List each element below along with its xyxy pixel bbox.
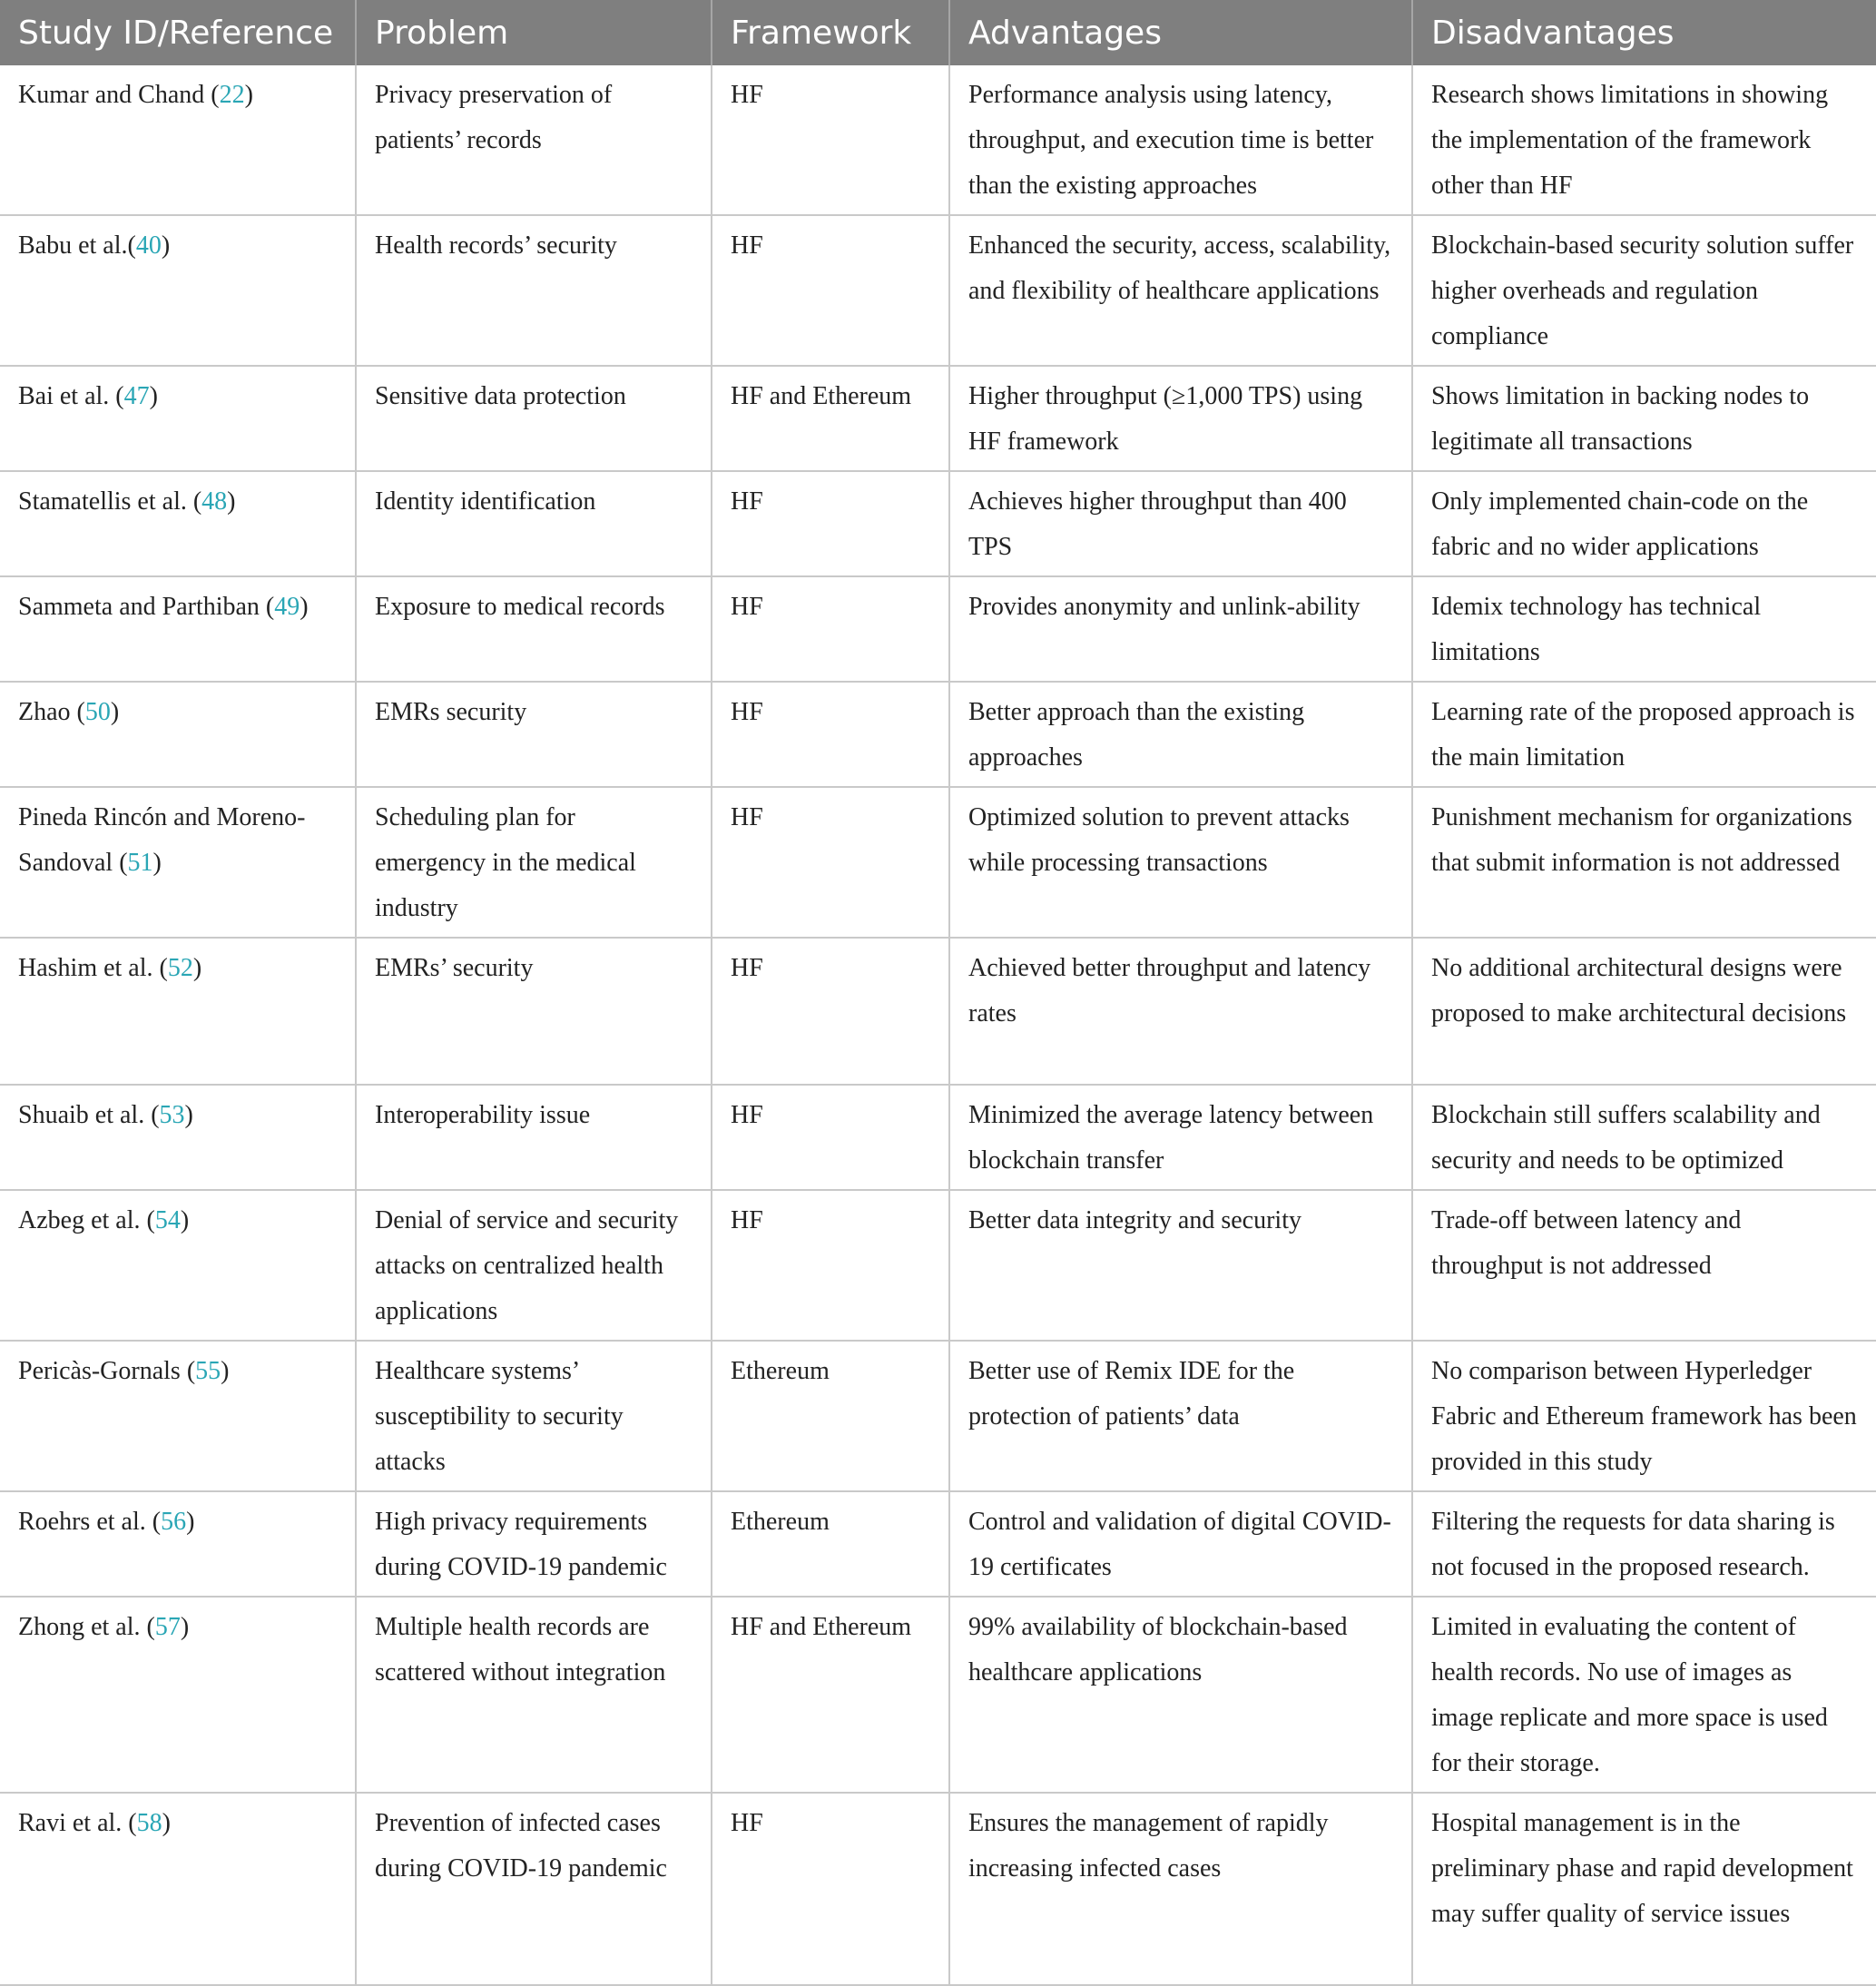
table-row <box>0 1793 1876 1985</box>
reference-link[interactable]: 54 <box>154 1206 181 1234</box>
study-cell <box>0 471 356 576</box>
reference-link[interactable]: 51 <box>127 849 153 877</box>
framework-cell: HF and Ethereum <box>712 366 949 471</box>
disadvantages-cell: Blockchain still suffers scalability and security and needs to be optimized <box>1412 1085 1876 1190</box>
header-problem: Problem <box>356 0 712 65</box>
advantages-cell: Achieves higher throughput than 400 TPS <box>949 471 1412 576</box>
problem-cell: Healthcare systems’ susceptibility to security attacks <box>356 1341 712 1491</box>
study-close: ) <box>227 487 236 516</box>
study-cell <box>0 1793 356 1985</box>
framework-cell: HF <box>712 576 949 682</box>
advantages-cell: Ensures the management of rapidly increasing infected cases <box>949 1793 1412 1985</box>
framework-cell: HF <box>712 471 949 576</box>
study-name: Hashim et al. ( <box>18 954 168 982</box>
study-close: ) <box>180 1206 190 1234</box>
disadvantages-cell: No comparison between Hyperledger Fabric and Ethereum framework has been provided in this study <box>1412 1341 1876 1491</box>
study-name: Sammeta and Parthiban ( <box>18 593 275 621</box>
study-name: Bai et al. ( <box>18 382 124 410</box>
table-row <box>0 576 1876 682</box>
disadvantages-cell: Filtering the requests for data sharing is not focused in the proposed research. <box>1412 1491 1876 1597</box>
study-close: ) <box>110 698 120 726</box>
problem-cell: Denial of service and security attacks on centralized health applications <box>356 1190 712 1341</box>
reference-link[interactable]: 40 <box>135 231 162 260</box>
framework-cell: HF <box>712 787 949 938</box>
study-cell <box>0 682 356 787</box>
advantages-cell: Higher throughput (≥1,000 TPS) using HF framework <box>949 366 1412 471</box>
study-name: Pineda Rincón and Moreno-Sandoval ( <box>18 803 306 877</box>
table-row <box>0 366 1876 471</box>
study-close: ) <box>221 1357 230 1385</box>
disadvantages-cell: Learning rate of the proposed approach is the main limitation <box>1412 682 1876 787</box>
framework-cell: HF <box>712 1793 949 1985</box>
study-close: ) <box>161 231 171 260</box>
table-row <box>0 65 1876 215</box>
table-row <box>0 1085 1876 1190</box>
reference-link[interactable]: 49 <box>274 593 300 621</box>
table-row <box>0 1341 1876 1491</box>
advantages-cell: Performance analysis using latency, throughput, and execution time is better than the existing approaches <box>949 65 1412 215</box>
table-body <box>0 65 1876 1985</box>
study-cell <box>0 65 356 215</box>
table-row <box>0 1190 1876 1341</box>
reference-link[interactable]: 22 <box>219 81 245 109</box>
problem-cell: Sensitive data protection <box>356 366 712 471</box>
disadvantages-cell: Hospital management is in the preliminary phase and rapid development may suffer quality of service issues <box>1412 1793 1876 1985</box>
problem-cell: EMRs’ security <box>356 938 712 1085</box>
table-row <box>0 938 1876 1085</box>
advantages-cell: Control and validation of digital COVID-19 certificates <box>949 1491 1412 1597</box>
study-name: Shuaib et al. ( <box>18 1101 160 1129</box>
study-close: ) <box>180 1613 190 1641</box>
problem-cell: Interoperability issue <box>356 1085 712 1190</box>
study-cell <box>0 787 356 938</box>
study-name: Babu et al.( <box>18 231 136 260</box>
disadvantages-cell: Shows limitation in backing nodes to legitimate all transactions <box>1412 366 1876 471</box>
problem-cell: Scheduling plan for emergency in the medical industry <box>356 787 712 938</box>
study-name: Pericàs-Gornals ( <box>18 1357 196 1385</box>
study-close: ) <box>192 954 202 982</box>
advantages-cell: Optimized solution to prevent attacks while processing transactions <box>949 787 1412 938</box>
disadvantages-cell: Research shows limitations in showing the implementation of the framework other than HF <box>1412 65 1876 215</box>
table-row <box>0 1491 1876 1597</box>
advantages-cell: Provides anonymity and unlink-ability <box>949 576 1412 682</box>
problem-cell: Prevention of infected cases during COVID-19 pandemic <box>356 1793 712 1985</box>
disadvantages-cell: Punishment mechanism for organizations that submit information is not addressed <box>1412 787 1876 938</box>
framework-cell: HF and Ethereum <box>712 1597 949 1793</box>
reference-link[interactable]: 52 <box>167 954 193 982</box>
study-close: ) <box>186 1508 195 1536</box>
study-close: ) <box>244 81 253 109</box>
disadvantages-cell: Blockchain-based security solution suffer higher overheads and regulation compliance <box>1412 215 1876 366</box>
reference-link[interactable]: 58 <box>136 1809 162 1837</box>
framework-cell: Ethereum <box>712 1341 949 1491</box>
header-study: Study ID/Reference <box>0 0 356 65</box>
advantages-cell: Better approach than the existing approaches <box>949 682 1412 787</box>
study-cell <box>0 1491 356 1597</box>
study-close: ) <box>152 849 162 877</box>
study-cell <box>0 1190 356 1341</box>
table-row <box>0 787 1876 938</box>
study-cell <box>0 938 356 1085</box>
table-row <box>0 682 1876 787</box>
study-close: ) <box>300 593 309 621</box>
problem-cell: Multiple health records are scattered without integration <box>356 1597 712 1793</box>
study-cell <box>0 215 356 366</box>
problem-cell: Privacy preservation of patients’ records <box>356 65 712 215</box>
reference-link[interactable]: 56 <box>161 1508 187 1536</box>
advantages-cell: Achieved better throughput and latency rates <box>949 938 1412 1085</box>
problem-cell: Identity identification <box>356 471 712 576</box>
reference-link[interactable]: 50 <box>84 698 111 726</box>
study-name: Stamatellis et al. ( <box>18 487 202 516</box>
study-cell <box>0 1085 356 1190</box>
header-advantages: Advantages <box>949 0 1412 65</box>
study-cell <box>0 366 356 471</box>
framework-cell: HF <box>712 1085 949 1190</box>
advantages-cell: Minimized the average latency between blockchain transfer <box>949 1085 1412 1190</box>
framework-cell: HF <box>712 1190 949 1341</box>
advantages-cell: 99% availability of blockchain-based healthcare applications <box>949 1597 1412 1793</box>
study-cell <box>0 1341 356 1491</box>
framework-cell: HF <box>712 938 949 1085</box>
study-close: ) <box>162 1809 171 1837</box>
table-header <box>0 0 1876 65</box>
study-cell <box>0 576 356 682</box>
advantages-cell: Better use of Remix IDE for the protection of patients’ data <box>949 1341 1412 1491</box>
header-framework: Framework <box>712 0 949 65</box>
table-row <box>0 471 1876 576</box>
header-row <box>0 0 1876 65</box>
advantages-cell: Better data integrity and security <box>949 1190 1412 1341</box>
study-name: Azbeg et al. ( <box>18 1206 155 1234</box>
advantages-cell: Enhanced the security, access, scalability, and flexibility of healthcare applications <box>949 215 1412 366</box>
study-name: Ravi et al. ( <box>18 1809 137 1837</box>
reference-link[interactable]: 55 <box>195 1357 221 1385</box>
study-name: Zhong et al. ( <box>18 1613 155 1641</box>
study-close: ) <box>184 1101 193 1129</box>
problem-cell: Health records’ security <box>356 215 712 366</box>
reference-link[interactable]: 57 <box>154 1613 181 1641</box>
disadvantages-cell: No additional architectural designs were proposed to make architectural decisions <box>1412 938 1876 1085</box>
reference-link[interactable]: 48 <box>201 487 228 516</box>
framework-cell: HF <box>712 682 949 787</box>
table-row <box>0 1597 1876 1793</box>
study-name: Zhao ( <box>18 698 85 726</box>
framework-cell: Ethereum <box>712 1491 949 1597</box>
disadvantages-cell: Idemix technology has technical limitations <box>1412 576 1876 682</box>
disadvantages-cell: Only implemented chain-code on the fabric and no wider applications <box>1412 471 1876 576</box>
header-disadvantages: Disadvantages <box>1412 0 1876 65</box>
study-name: Kumar and Chand ( <box>18 81 220 109</box>
study-close: ) <box>149 382 158 410</box>
problem-cell: EMRs security <box>356 682 712 787</box>
problem-cell: Exposure to medical records <box>356 576 712 682</box>
disadvantages-cell: Trade-off between latency and throughput is not addressed <box>1412 1190 1876 1341</box>
study-name: Roehrs et al. ( <box>18 1508 162 1536</box>
problem-cell: High privacy requirements during COVID-19 pandemic <box>356 1491 712 1597</box>
framework-cell: HF <box>712 65 949 215</box>
disadvantages-cell: Limited in evaluating the content of health records. No use of images as image replicate and more space is used for their storage. <box>1412 1597 1876 1793</box>
reference-link[interactable]: 53 <box>159 1101 185 1129</box>
framework-cell: HF <box>712 215 949 366</box>
reference-link[interactable]: 47 <box>123 382 150 410</box>
table-row <box>0 215 1876 366</box>
study-cell <box>0 1597 356 1793</box>
